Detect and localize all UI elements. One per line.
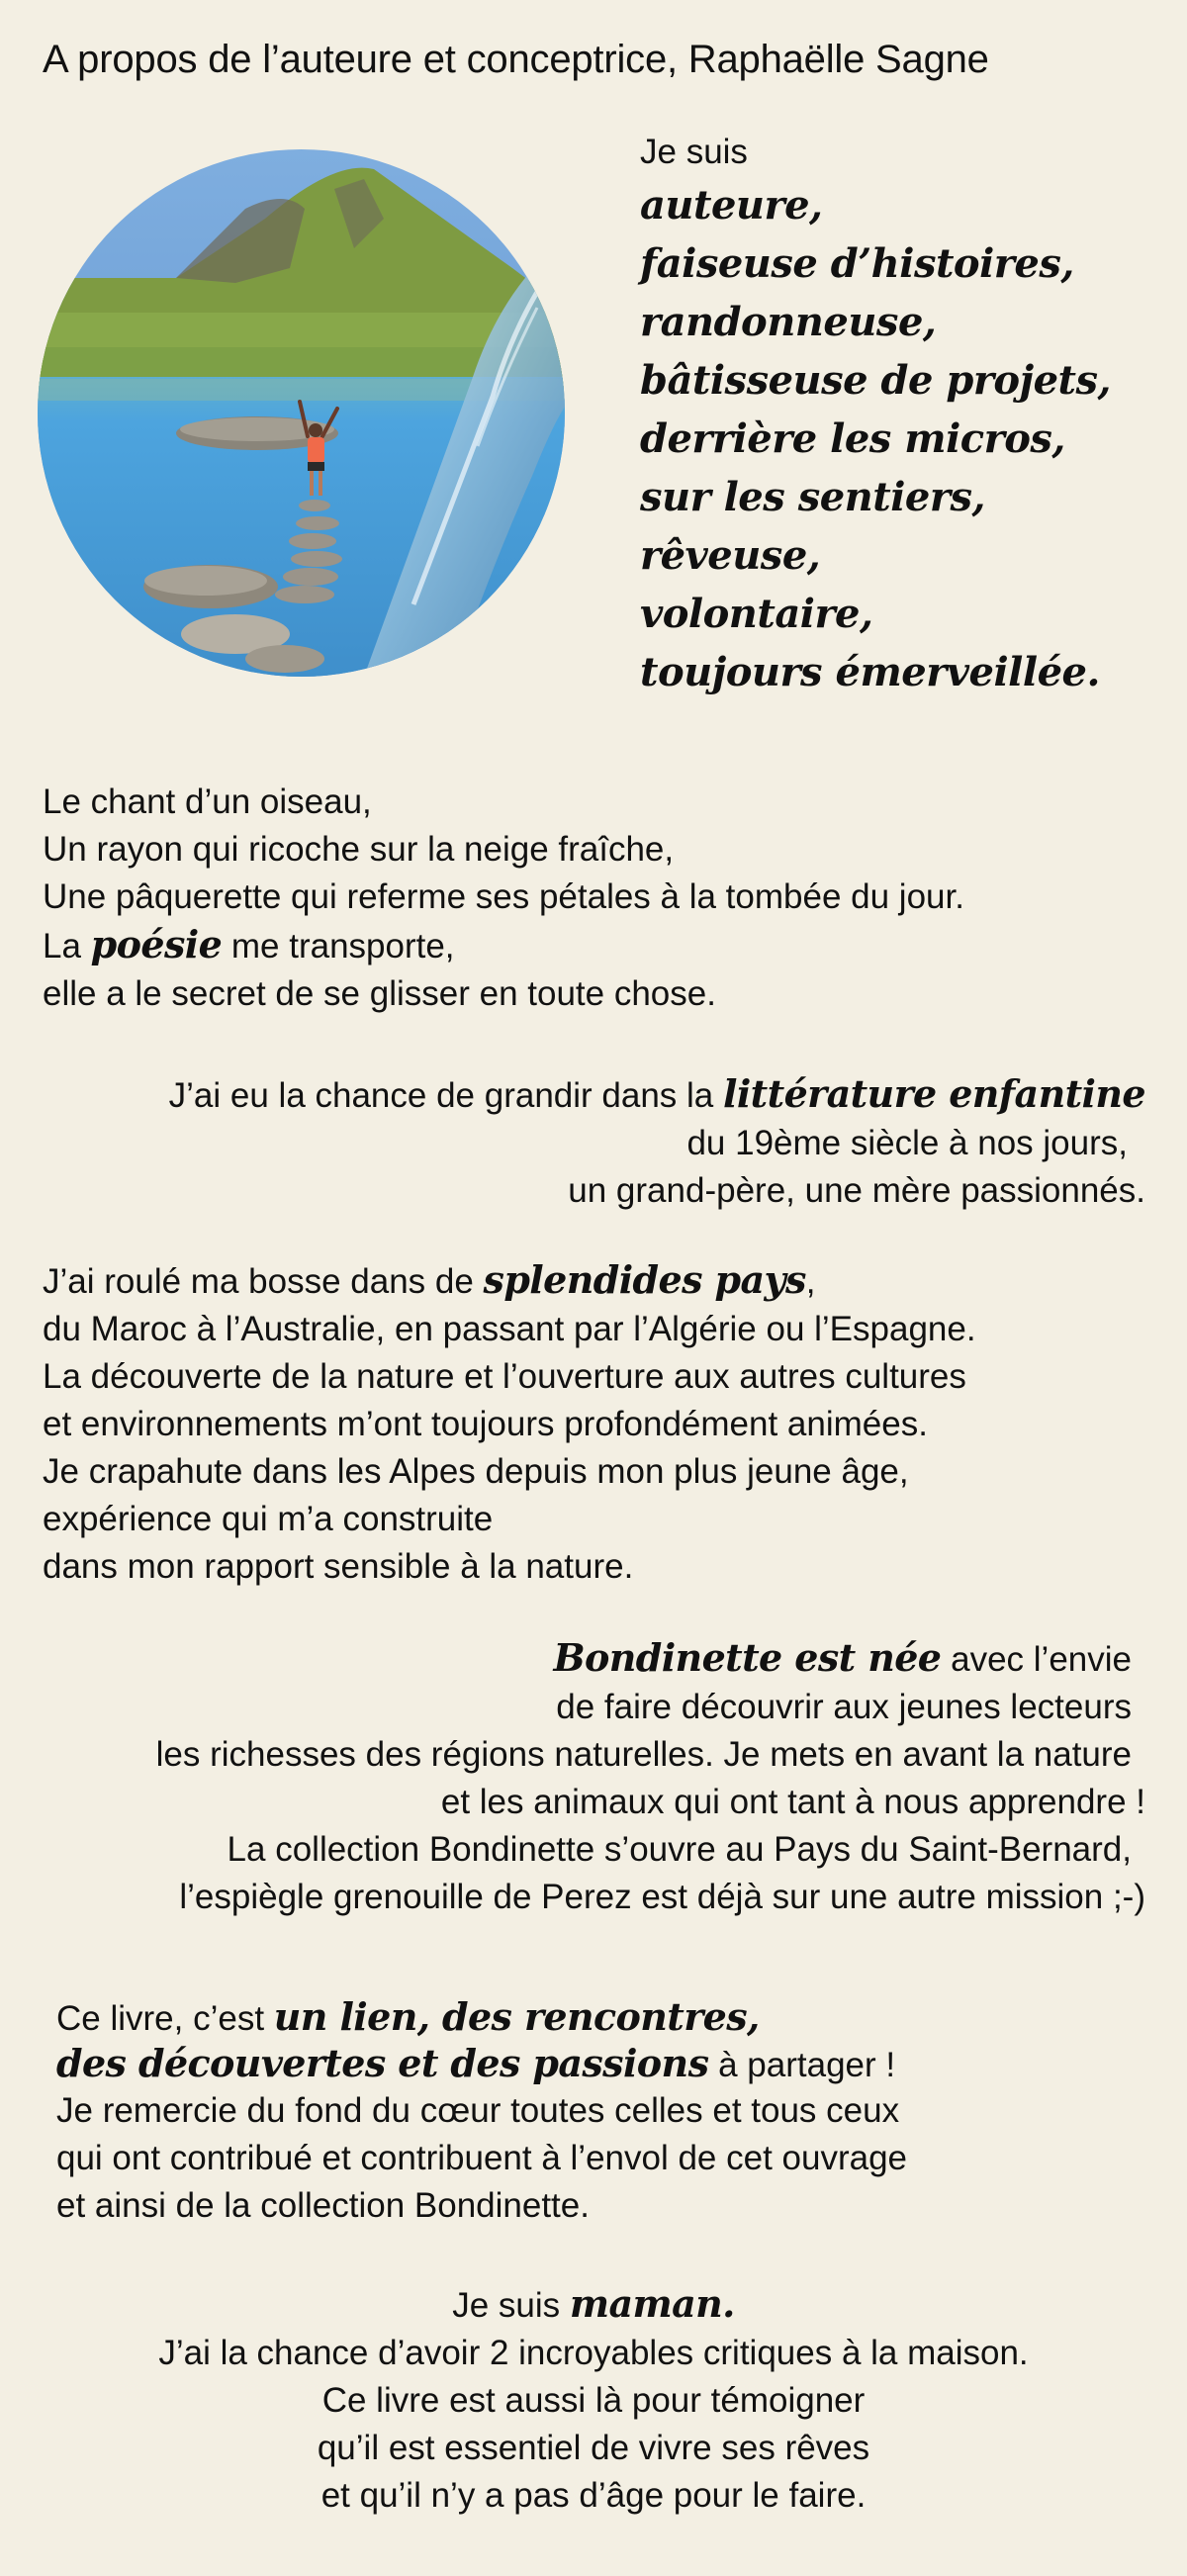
text-line xyxy=(56,1994,907,2041)
text-line: les richesses des régions naturelles. Je mets en avant la nature xyxy=(155,1735,1132,1774)
text-line: qui ont contribué et contribuent à l’envol de cet ouvrage xyxy=(56,2139,908,2177)
paragraph-thanks xyxy=(56,1994,907,2230)
text-fragment: Je suis xyxy=(452,2286,570,2325)
emphasis-bondinette-est-nee: Bondinette est née xyxy=(553,1635,942,1680)
text-line: Je crapahute dans les Alpes depuis mon plus jeune âge, xyxy=(43,1452,909,1491)
intro-block xyxy=(640,129,1111,701)
text-line xyxy=(43,1256,976,1306)
text-line: et environnements m’ont toujours profondément animées. xyxy=(43,1405,928,1443)
text-line xyxy=(169,1070,1145,1120)
text-line: Une pâquerette qui referme ses pétales à la tombée du jour. xyxy=(43,877,964,916)
text-line xyxy=(156,1634,1145,1684)
text-line: Je remercie du fond du cœur toutes celles et tous ceux xyxy=(56,2091,900,2130)
text-line: de faire découvrir aux jeunes lecteurs xyxy=(556,1688,1132,1726)
text-fragment: avec l’envie xyxy=(941,1640,1132,1679)
page-title: A propos de l’auteure et conceptrice, Raphaëlle Sagne xyxy=(43,38,989,81)
text-line: elle a le secret de se glisser en toute chose. xyxy=(43,974,716,1013)
emphasis-decouvertes: des découvertes et des passions xyxy=(56,2041,709,2085)
paragraph-travels xyxy=(43,1256,976,1591)
text-line: qu’il est essentiel de vivre ses rêves xyxy=(317,2429,870,2467)
author-photo xyxy=(38,149,565,677)
emphasis-poesie: poésie xyxy=(90,922,223,966)
text-line: J’ai la chance d’avoir 2 incroyables critiques à la maison. xyxy=(158,2334,1029,2372)
quality-item: randonneuse, xyxy=(640,299,937,345)
text-line: et les animaux qui ont tant à nous apprendre ! xyxy=(440,1783,1145,1821)
text-line: du Maroc à l’Australie, en passant par l’Algérie ou l’Espagne. xyxy=(43,1310,976,1348)
paragraph-bondinette xyxy=(156,1634,1145,1921)
emphasis-splendides-pays: splendides pays xyxy=(483,1257,806,1302)
quality-item: faiseuse d’histoires, xyxy=(640,240,1074,287)
text-fragment: me transporte, xyxy=(222,927,455,966)
qualities-list xyxy=(640,176,1111,701)
text-line: l’espiègle grenouille de Perez est déjà sur une autre mission ;-) xyxy=(179,1878,1145,1916)
text-line xyxy=(43,921,964,970)
text-line: La découverte de la nature et l’ouverture aux autres cultures xyxy=(43,1357,966,1396)
text-line xyxy=(0,2280,1187,2330)
text-line xyxy=(56,2041,907,2087)
text-fragment: Ce livre, c’est xyxy=(56,1999,274,2038)
quality-item: derrière les micros, xyxy=(640,415,1065,462)
quality-item: toujours émerveillée. xyxy=(640,649,1100,695)
emphasis-un-lien: un lien, des rencontres, xyxy=(273,1994,760,2039)
text-fragment: à partager ! xyxy=(708,2046,896,2084)
paragraph-maman xyxy=(0,2280,1187,2520)
text-line: et ainsi de la collection Bondinette. xyxy=(56,2186,590,2225)
text-fragment: La xyxy=(43,927,91,966)
quality-item: auteure, xyxy=(640,182,823,229)
paragraph-childhood xyxy=(169,1070,1145,1215)
quality-item: sur les sentiers, xyxy=(640,474,985,520)
quality-item: bâtisseuse de projets, xyxy=(640,357,1111,404)
paragraph-poetry xyxy=(43,779,964,1018)
emphasis-maman: maman. xyxy=(569,2281,735,2326)
text-line: un grand-père, une mère passionnés. xyxy=(568,1171,1145,1210)
text-line: dans mon rapport sensible à la nature. xyxy=(43,1547,634,1586)
text-fragment: J’ai eu la chance de grandir dans la xyxy=(168,1076,723,1115)
text-line: Le chant d’un oiseau, xyxy=(43,782,372,821)
text-line: Ce livre est aussi là pour témoigner xyxy=(321,2381,866,2420)
text-fragment: , xyxy=(805,1262,816,1301)
text-fragment: J’ai roulé ma bosse dans de xyxy=(43,1262,484,1301)
text-line: Un rayon qui ricoche sur la neige fraîche, xyxy=(43,830,675,869)
landscape-photo-illustration xyxy=(38,149,565,677)
text-line: La collection Bondinette s’ouvre au Pays du Saint-Bernard, xyxy=(227,1830,1132,1869)
text-line: du 19ème siècle à nos jours, xyxy=(686,1124,1128,1162)
intro-lead: Je suis xyxy=(640,133,748,171)
text-line: et qu’il n’y a pas d’âge pour le faire. xyxy=(320,2476,867,2515)
quality-item: volontaire, xyxy=(640,591,873,637)
emphasis-litterature: littérature enfantine xyxy=(723,1071,1145,1116)
text-line: expérience qui m’a construite xyxy=(43,1500,494,1538)
quality-item: rêveuse, xyxy=(640,532,821,579)
